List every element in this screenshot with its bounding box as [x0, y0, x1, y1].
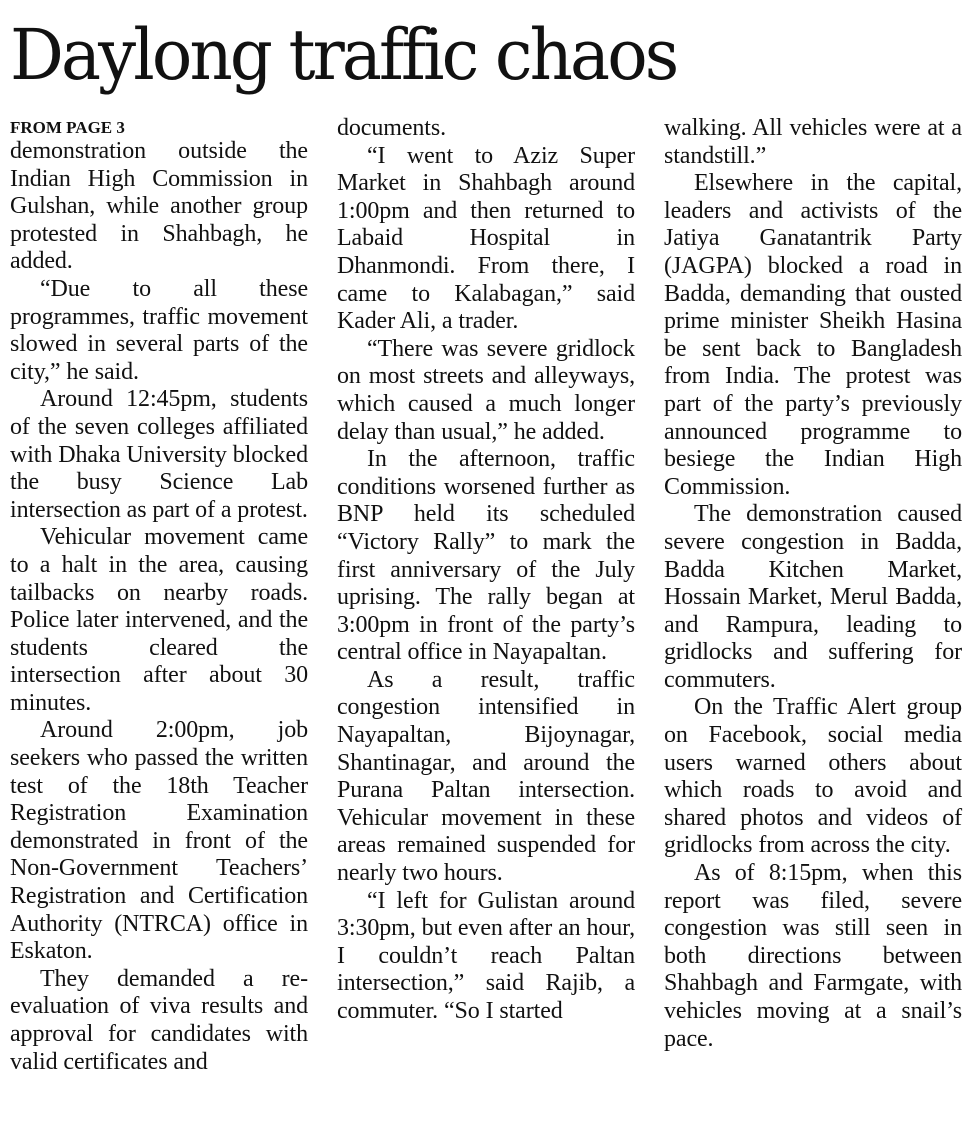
paragraph: Around 2:00pm, job seekers who passed the written test of the 18th Teacher Registration Examination demonstrated in front of the Non-Government Teachers’ Registration and Certification Authority (NTRCA) office in Eskaton.	[10, 717, 308, 965]
headline: Daylong traffic chaos	[10, 14, 677, 96]
paragraph-continued-end: walking. All vehicles were at a standstill.”	[664, 115, 962, 169]
paragraph: Around 12:45pm, students of the seven colleges affiliated with Dhaka University blocked the busy Science Lab intersection as part of a protest.	[10, 386, 308, 523]
paragraph: As a result, traffic congestion intensified in Nayapaltan, Bijoynagar, Shantinagar, and around the Purana Paltan intersection. Vehicular movement in these areas remained suspended for nearly two hours.	[337, 666, 635, 887]
paragraph: Elsewhere in the capital, leaders and activists of the Jatiya Ganatantrik Party (JAGPA) blocked a road in Badda, demanding that ousted prime minister Sheikh Hasina be sent back to Bangladesh from India. The protest was part of the party’s previously announced programme to besiege the Indian High Commission.	[664, 170, 962, 500]
paragraph: demonstration outside the Indian High Commission in Gulshan, while another group protested in Shahbagh, he added.	[10, 138, 308, 275]
paragraph-continued-start: “I left for Gulistan around 3:30pm, but even after an hour, I couldn’t reach Paltan intersection,” said Rajib, a commuter. “So I started	[337, 887, 635, 1024]
paragraph-continued-end: documents.	[337, 115, 446, 141]
paragraph: “Due to all these programmes, traffic movement slowed in several parts of the city,” he said.	[10, 275, 308, 385]
paragraph: The demonstration caused severe congestion in Badda, Badda Kitchen Market, Hossain Market, Merul Badda, and Rampura, leading to gridlocks and suffering for commuters.	[664, 501, 962, 693]
paragraph: In the afternoon, traffic conditions worsened further as BNP held its scheduled “Victory Rally” to mark the first anniversary of the July uprising. The rally began at 3:00pm in front of the party’s central office in Nayapaltan.	[337, 446, 635, 666]
paragraph: Vehicular movement came to a halt in the area, causing tailbacks on nearby roads. Police later intervened, and the students cleared the intersection after about 30 minutes.	[10, 524, 308, 716]
article-column-3	[664, 115, 962, 1053]
jump-line: FROM PAGE 3	[10, 118, 125, 137]
article-column-1	[10, 115, 308, 1076]
paragraph: On the Traffic Alert group on Facebook, social media users warned others about which roads to avoid and shared photos and videos of gridlocks from across the city.	[664, 694, 962, 859]
paragraph: “There was severe gridlock on most streets and alleyways, which caused a much longer delay than usual,” he added.	[337, 335, 635, 445]
paragraph-continued-start: They demanded a re-evaluation of viva results and approval for candidates with valid certificates and	[10, 965, 308, 1075]
article-column-2	[337, 115, 635, 1026]
paragraph: As of 8:15pm, when this report was filed, severe congestion was still seen in both directions between Shahbagh and Farmgate, with vehicles moving at a snail’s pace.	[664, 860, 962, 1052]
paragraph: “I went to Aziz Super Market in Shahbagh around 1:00pm and then returned to Labaid Hospital in Dhanmondi. From there, I came to Kalabagan,” said Kader Ali, a trader.	[337, 142, 635, 335]
